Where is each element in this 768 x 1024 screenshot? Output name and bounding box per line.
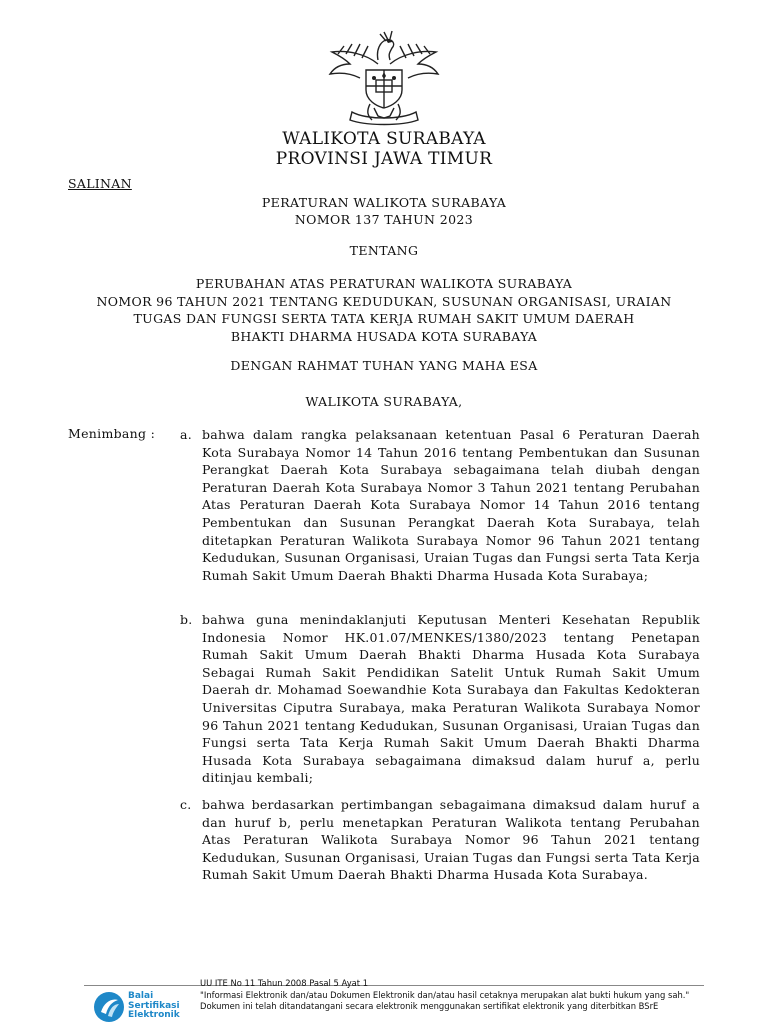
regulation-title: PERATURAN WALIKOTA SURABAYA — [261, 195, 507, 210]
item-letter: c. — [180, 797, 192, 812]
regulation-title-block — [0, 194, 768, 228]
document-header — [0, 129, 768, 169]
footer-line: UU ITE No 11 Tahun 2008 Pasal 5 Ayat 1 — [200, 978, 369, 988]
logo-line: Sertifikasi — [128, 1000, 180, 1011]
regulation-number: NOMOR 137 TAHUN 2023 — [294, 212, 474, 227]
subject-line: PERUBAHAN ATAS PERATURAN WALIKOTA SURABAYA — [195, 276, 573, 291]
footer-line: "Informasi Elektronik dan/atau Dokumen Elektronik dan/atau hasil cetaknya merupakan alat bukti hukum yang sah." — [200, 989, 690, 1000]
header-provinsi: PROVINSI JAWA TIMUR — [275, 149, 493, 169]
rahmat-line: DENGAN RAHMAT TUHAN YANG MAHA ESA — [230, 358, 538, 373]
footer-line: Dokumen ini telah ditandatangani secara elektronik menggunakan sertifikat elektronik yang diterbitkan BSrE — [200, 1001, 659, 1011]
item-text: bahwa dalam rangka pelaksanaan ketentuan Pasal 6 Peraturan Daerah Kota Surabaya Nomor 14 Tahun 2016 tentang Pembentukan dan Susunan Perangkat Daerah Kota Surabaya sebagaimana telah diubah dengan Peraturan Daerah Kota Surabaya Nomor 3 Tahun 2021 tentang Perubahan Atas Peraturan Daerah Kota Surabaya Nomor 14 Tahun 2016 tentang Pembentukan dan Susunan Perangkat Daerah Kota Surabaya, telah ditetapkan Peraturan Walikota Surabaya Nomor 96 Tahun 2021 tentang Kedudukan, Susunan Organisasi, Uraian Tugas dan Fungsi serta Tata Kerja Rumah Sakit Umum Daerah Bhakti Dharma Husada Kota Surabaya; — [202, 427, 700, 583]
subject-line: NOMOR 96 TAHUN 2021 TENTANG KEDUDUKAN, SUSUNAN ORGANISASI, URAIAN — [96, 293, 672, 309]
logo-line: Balai — [128, 991, 154, 1001]
header-walikota: WALIKOTA SURABAYA — [282, 129, 486, 149]
menimbang-label: Menimbang : — [68, 426, 156, 441]
walikota-line: WALIKOTA SURABAYA, — [305, 394, 463, 409]
logo-line: Elektronik — [128, 1010, 180, 1020]
item-text: bahwa berdasarkan pertimbangan sebagaimana dimaksud dalam huruf a dan huruf b, perlu menetapkan Peraturan Walikota tentang Perubahan Atas Peraturan Walikota Surabaya Nomor 96 Tahun 2021 tentang Kedudukan, Susunan Organisasi, Uraian Tugas dan Fungsi serta Tata Kerja Rumah Sakit Umum Daerah Bhakti Dharma Husada Kota Surabaya. — [202, 797, 700, 883]
bsre-logo-text — [128, 992, 180, 1021]
garuda-emblem-icon — [326, 24, 442, 128]
salinan-label: SALINAN — [68, 176, 132, 191]
subject-line: BHAKTI DHARMA HUSADA KOTA SURABAYA — [230, 328, 538, 344]
footer-legal-text — [200, 978, 689, 1013]
item-letter: b. — [180, 612, 193, 627]
item-letter: a. — [180, 427, 192, 442]
tentang-heading: TENTANG — [349, 243, 419, 258]
regulation-subject — [0, 275, 768, 345]
item-text: bahwa guna menindaklanjuti Keputusan Menteri Kesehatan Republik Indonesia Nomor HK.01.07/MENKES/1380/2023 tentang Penetapan Rumah Sakit Umum Daerah Bhakti Dharma Husada Kota Surabaya Sebagai Rumah Sakit Pendidikan Satelit Untuk Rumah Sakit Umum Daerah dr. Mohamad Soewandhie Kota Surabaya dan Fakultas Kedokteran Universitas Ciputra Surabaya, maka Peraturan Walikota Surabaya Nomor 96 Tahun 2021 tentang Kedudukan, Susunan Organisasi, Uraian Tugas dan Fungsi serta Tata Kerja Rumah Sakit Umum Daerah Bhakti Dharma Husada Kota Surabaya sebagaimana dimaksud dalam huruf a, perlu ditinjau kembali; — [202, 612, 700, 786]
subject-line: TUGAS DAN FUNGSI SERTA TATA KERJA RUMAH SAKIT UMUM DAERAH — [133, 311, 635, 326]
